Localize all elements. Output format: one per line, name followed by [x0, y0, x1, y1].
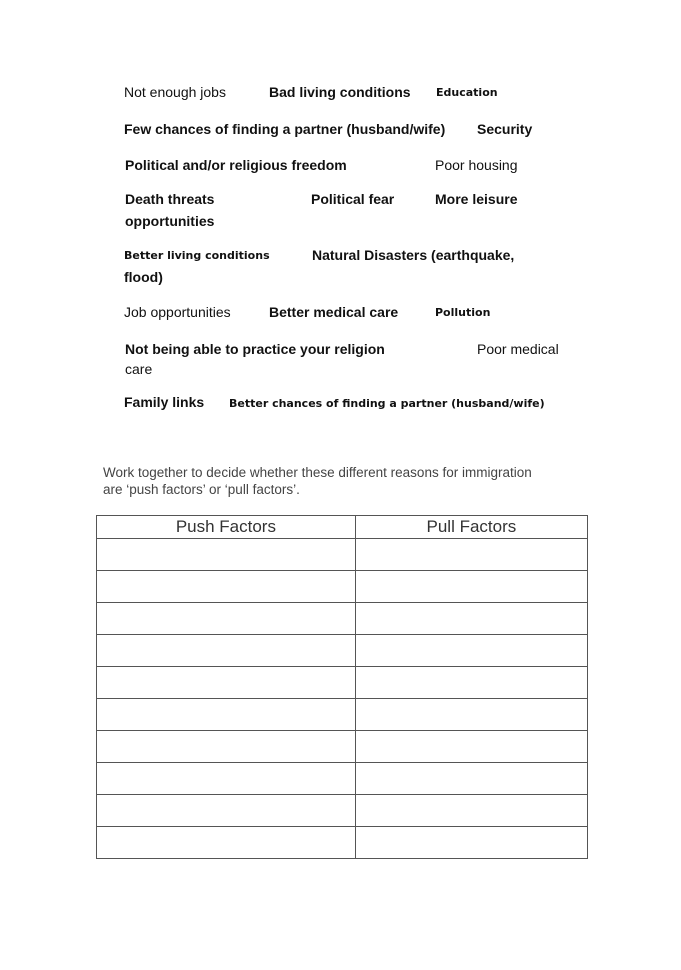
- table-row: [97, 795, 588, 827]
- push-cell[interactable]: [97, 827, 356, 859]
- table-row: [97, 539, 588, 571]
- word-card: Family links: [124, 394, 205, 410]
- word-card: Bad living conditions: [269, 84, 411, 100]
- push-cell[interactable]: [97, 603, 356, 635]
- word-card: Pollution: [435, 306, 491, 319]
- word-card: flood): [124, 269, 163, 285]
- table-row: [97, 571, 588, 603]
- word-card: Not being able to practice your religion: [125, 341, 385, 357]
- header-pull-factors: Pull Factors: [355, 516, 587, 539]
- word-card: Political fear: [311, 191, 395, 207]
- word-card: Security: [477, 121, 533, 137]
- push-cell[interactable]: [97, 699, 356, 731]
- push-cell[interactable]: [97, 571, 356, 603]
- pull-cell[interactable]: [355, 699, 587, 731]
- table-row: [97, 635, 588, 667]
- pull-cell[interactable]: [355, 731, 587, 763]
- table-row: [97, 763, 588, 795]
- push-cell[interactable]: [97, 635, 356, 667]
- word-card: Political and/or religious freedom: [125, 157, 347, 173]
- pull-cell[interactable]: [355, 603, 587, 635]
- word-card: Death threats: [125, 191, 215, 207]
- word-card: care: [125, 361, 153, 377]
- pull-cell[interactable]: [355, 827, 587, 859]
- pull-cell[interactable]: [355, 795, 587, 827]
- push-pull-table: [96, 515, 588, 859]
- header-push-factors: Push Factors: [97, 516, 356, 539]
- push-cell[interactable]: [97, 731, 356, 763]
- word-card: Education: [436, 86, 498, 99]
- word-card: Better medical care: [269, 304, 399, 320]
- push-cell[interactable]: [97, 539, 356, 571]
- word-card: Few chances of finding a partner (husband/wife): [124, 121, 446, 137]
- table-row: [97, 603, 588, 635]
- word-card: Natural Disasters (earthquake,: [312, 247, 515, 263]
- pull-cell[interactable]: [355, 571, 587, 603]
- pull-cell[interactable]: [355, 635, 587, 667]
- table-row: [97, 699, 588, 731]
- word-card: Job opportunities: [124, 304, 231, 320]
- word-card: More leisure: [435, 191, 518, 207]
- pull-cell[interactable]: [355, 763, 587, 795]
- table-body: [97, 539, 588, 859]
- table-row: [97, 827, 588, 859]
- word-card: Poor medical: [477, 341, 559, 357]
- instructions: Work together to decide whether these different reasons for immigration are ‘push factors’ or ‘pull factors’.: [103, 465, 532, 497]
- table-row: [97, 731, 588, 763]
- pull-cell[interactable]: [355, 539, 587, 571]
- word-card: Not enough jobs: [124, 84, 226, 100]
- push-cell[interactable]: [97, 795, 356, 827]
- table-row: [97, 667, 588, 699]
- push-cell[interactable]: [97, 763, 356, 795]
- word-card: Better living conditions: [124, 249, 270, 262]
- pull-cell[interactable]: [355, 667, 587, 699]
- word-card: opportunities: [125, 213, 215, 229]
- push-cell[interactable]: [97, 667, 356, 699]
- word-card: Poor housing: [435, 157, 518, 173]
- word-card: Better chances of finding a partner (husband/wife): [229, 397, 545, 410]
